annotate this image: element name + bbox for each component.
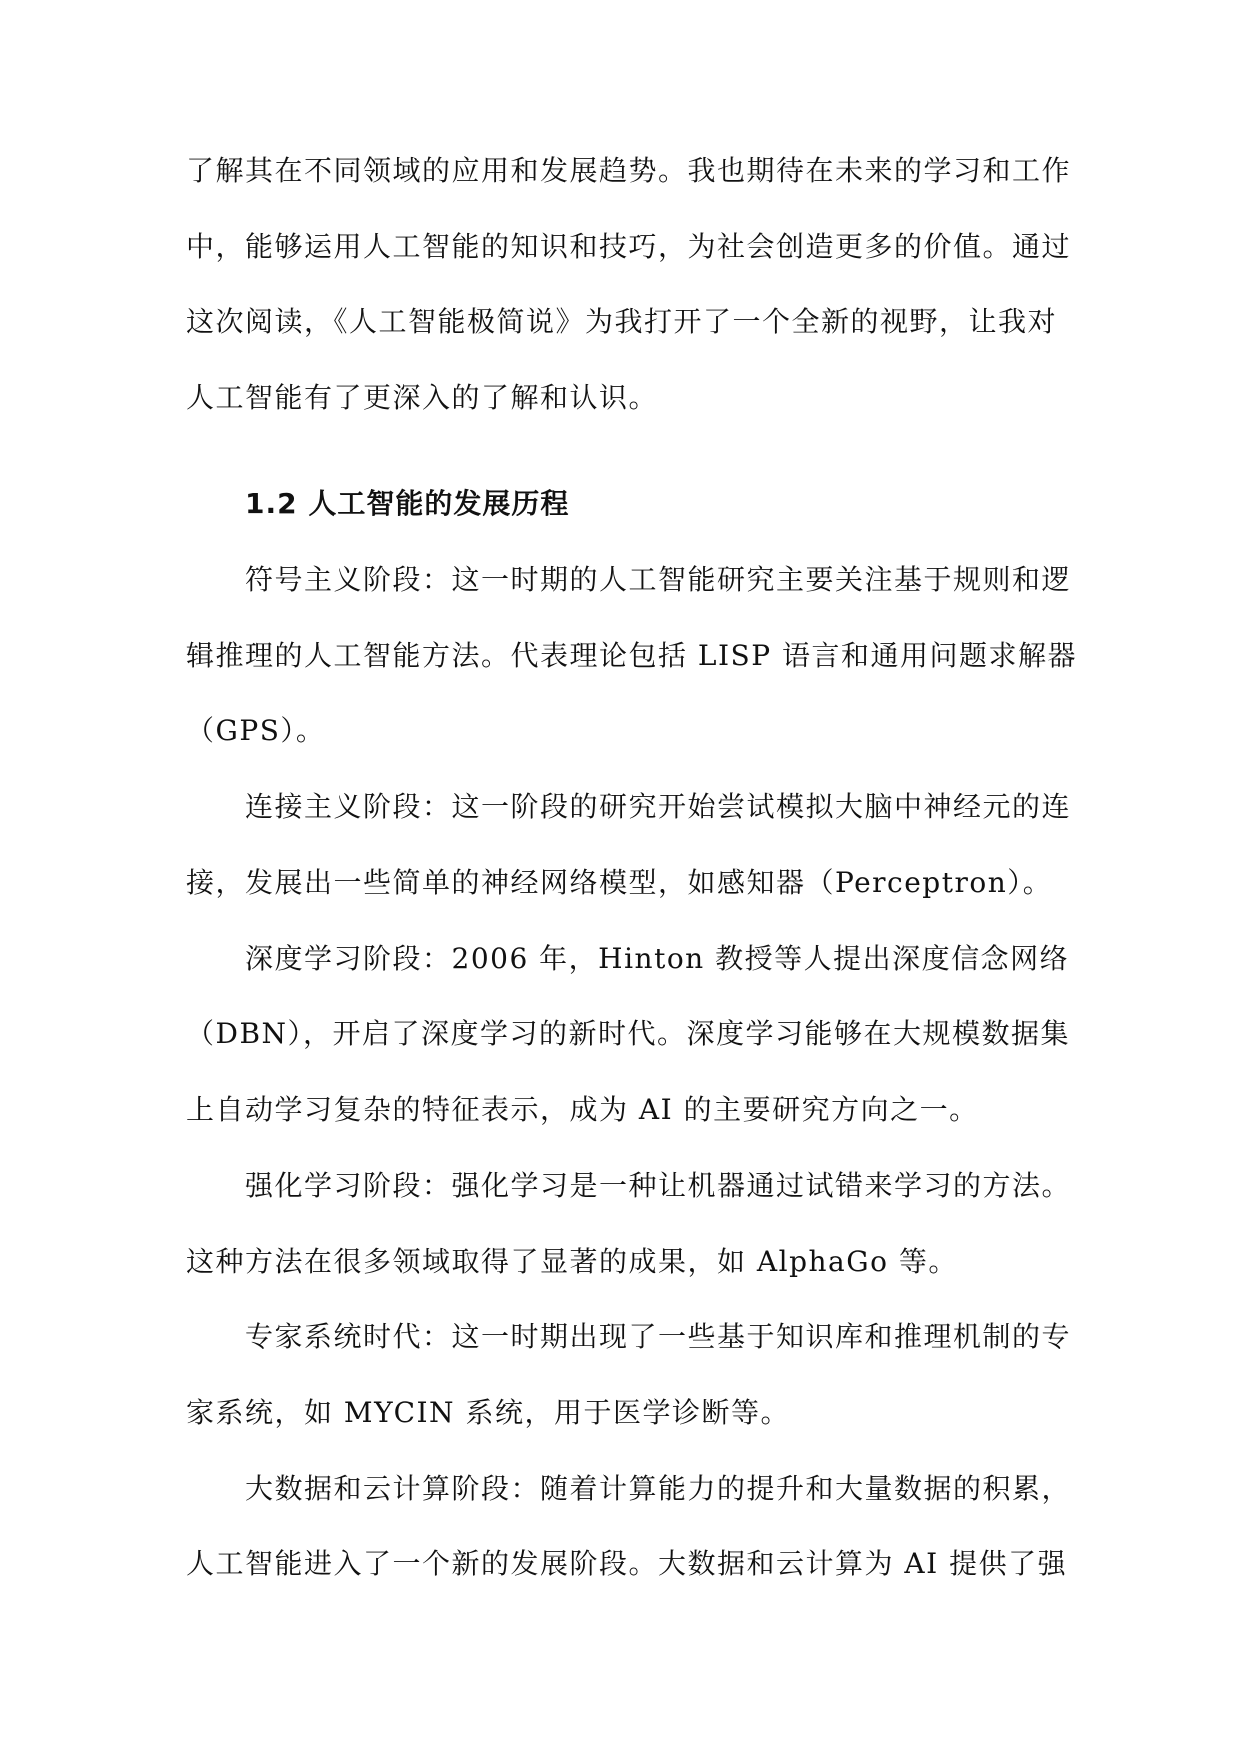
paragraph-line: 深度学习阶段：2006 年，Hinton 教授等人提出深度信念网络 bbox=[245, 942, 1070, 975]
paragraph-line: 人工智能进入了一个新的发展阶段。大数据和云计算为 AI 提供了强 bbox=[186, 1547, 1068, 1580]
paragraph-line: 这种方法在很多领域取得了显著的成果，如 AlphaGo 等。 bbox=[186, 1245, 958, 1278]
paragraph-line: 中，能够运用人工智能的知识和技巧，为社会创造更多的价值。通过 bbox=[186, 230, 1072, 263]
paragraph-line: （GPS）。 bbox=[186, 714, 326, 747]
paragraph-line: 了解其在不同领域的应用和发展趋势。我也期待在未来的学习和工作 bbox=[186, 154, 1072, 187]
paragraph-line: 辑推理的人工智能方法。代表理论包括 LISP 语言和通用问题求解器 bbox=[186, 639, 1077, 672]
paragraph-line: 上自动学习复杂的特征表示，成为 AI 的主要研究方向之一。 bbox=[186, 1093, 979, 1126]
paragraph-line: 这次阅读，《人工智能极简说》为我打开了一个全新的视野，让我对 bbox=[186, 305, 1058, 338]
paragraph-line: 家系统，如 MYCIN 系统，用于医学诊断等。 bbox=[186, 1396, 790, 1429]
paragraph-line: 符号主义阶段：这一时期的人工智能研究主要关注基于规则和逻 bbox=[245, 563, 1072, 596]
paragraph-line: 人工智能有了更深入的了解和认识。 bbox=[186, 381, 659, 414]
paragraph-line: 大数据和云计算阶段：随着计算能力的提升和大量数据的积累， bbox=[245, 1472, 1072, 1505]
paragraph-line: （DBN），开启了深度学习的新时代。深度学习能够在大规模数据集 bbox=[186, 1017, 1071, 1050]
paragraph-line: 强化学习阶段：强化学习是一种让机器通过试错来学习的方法。 bbox=[245, 1169, 1072, 1202]
section-heading: 1.2 人工智能的发展历程 bbox=[245, 487, 570, 520]
paragraph-line: 接，发展出一些简单的神经网络模型，如感知器（Perceptron）。 bbox=[186, 866, 1053, 899]
paragraph-line: 专家系统时代：这一时期出现了一些基于知识库和推理机制的专 bbox=[245, 1320, 1072, 1353]
paragraph-line: 连接主义阶段：这一阶段的研究开始尝试模拟大脑中神经元的连 bbox=[245, 790, 1072, 823]
